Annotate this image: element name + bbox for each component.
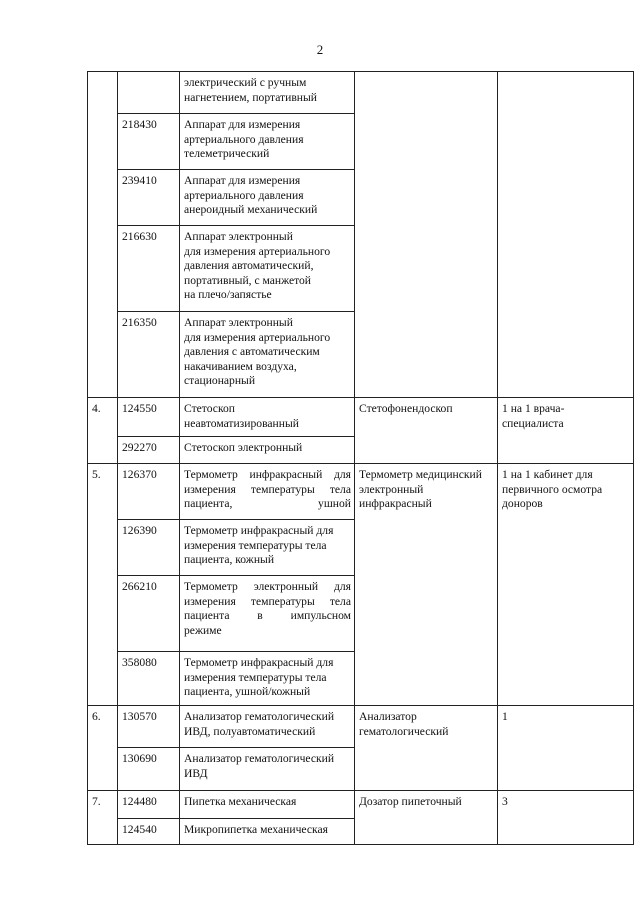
table-row xyxy=(88,398,634,437)
code-cell: 126370 xyxy=(118,464,180,520)
device-name-cell: Термометр инфракрасный для измерения температуры тела пациента, кожный xyxy=(180,520,355,576)
quantity-cell xyxy=(498,72,634,398)
code-cell: 124540 xyxy=(118,819,180,845)
item-number-cell: 6. xyxy=(88,706,118,791)
code-cell: 130690 xyxy=(118,748,180,791)
device-name-cell: Аппарат электронный для измерения артериального давления с автоматическим накачиванием воздуха, стационарный xyxy=(180,312,355,398)
quantity-cell: 3 xyxy=(498,791,634,845)
device-name-cell: Пипетка механическая xyxy=(180,791,355,819)
code-cell xyxy=(118,72,180,114)
code-cell: 358080 xyxy=(118,652,180,706)
page-number: 2 xyxy=(316,42,324,57)
table-row xyxy=(88,706,634,748)
item-number-cell: 7. xyxy=(88,791,118,845)
code-cell: 266210 xyxy=(118,576,180,652)
code-cell: 126390 xyxy=(118,520,180,576)
device-type-cell: Стетофонендоскоп xyxy=(355,398,498,464)
code-cell: 130570 xyxy=(118,706,180,748)
device-name-cell: Анализатор гематологический ИВД xyxy=(180,748,355,791)
code-cell: 124550 xyxy=(118,398,180,437)
code-cell: 216630 xyxy=(118,226,180,312)
item-number-cell: 5. xyxy=(88,464,118,706)
device-name-cell: Термометр инфракрасный для измерения температуры тела пациента, ушной/кожный xyxy=(180,652,355,706)
device-type-cell: Дозатор пипеточный xyxy=(355,791,498,845)
device-type-cell: Термометр медицинский электронный инфракрасный xyxy=(355,464,498,706)
code-cell: 124480 xyxy=(118,791,180,819)
device-name-cell: Аппарат для измерения артериального давления телеметрический xyxy=(180,114,355,170)
table-row xyxy=(88,72,634,114)
device-name-cell: Стетоскоп электронный xyxy=(180,437,355,464)
code-cell: 216350 xyxy=(118,312,180,398)
quantity-cell: 1 на 1 кабинет для первичного осмотра доноров xyxy=(498,464,634,706)
device-name-cell: Микропипетка механическая xyxy=(180,819,355,845)
device-name-cell: Термометр инфракрасный для измерения температуры тела пациента, ушной xyxy=(180,464,355,520)
device-type-cell: Анализатор гематологический xyxy=(355,706,498,791)
device-name-cell: Стетоскоп неавтоматизированный xyxy=(180,398,355,437)
equipment-table xyxy=(87,71,634,845)
device-type-cell xyxy=(355,72,498,398)
device-name-cell: электрический с ручным нагнетением, портативный xyxy=(180,72,355,114)
device-name-cell: Аппарат для измерения артериального давления анероидный механический xyxy=(180,170,355,226)
table-row xyxy=(88,791,634,819)
quantity-cell: 1 xyxy=(498,706,634,791)
item-number-cell xyxy=(88,72,118,398)
code-cell: 292270 xyxy=(118,437,180,464)
code-cell: 218430 xyxy=(118,114,180,170)
device-name-cell: Термометр электронный для измерения температуры тела пациента в импульсном режиме xyxy=(180,576,355,652)
code-cell: 239410 xyxy=(118,170,180,226)
device-name-cell: Анализатор гематологический ИВД, полуавтоматический xyxy=(180,706,355,748)
item-number-cell: 4. xyxy=(88,398,118,464)
table-row xyxy=(88,464,634,520)
quantity-cell: 1 на 1 врача- специалиста xyxy=(498,398,634,464)
device-name-cell: Аппарат электронный для измерения артериального давления автоматический, портативный, с манжетой на плечо/запястье xyxy=(180,226,355,312)
